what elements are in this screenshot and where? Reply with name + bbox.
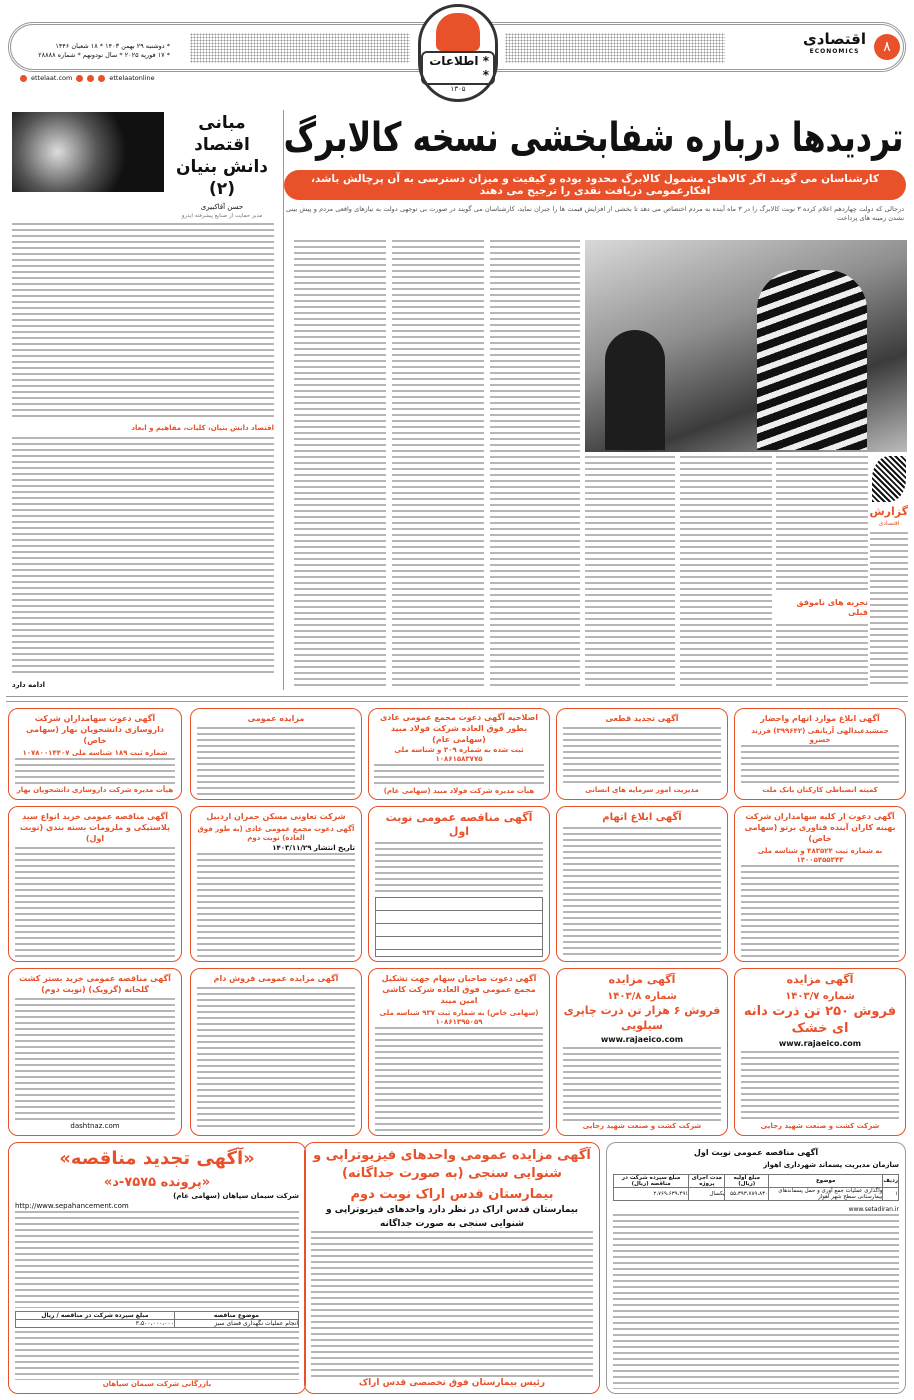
side-article-title: مبانی اقتصاد دانش بنیان (۲) [175, 113, 269, 199]
ad-bank-mellat: آگهی ابلاغ موارد اتهام واحضار جمشیدعبدالهی آریانفی (۳۹۹۶۴۲) فرزند خسرو کمیته انضباطی کارکنان بانک ملت [734, 708, 906, 800]
main-headline: تردیدها درباره شفابخشی نسخه کالابرگ [284, 115, 904, 161]
article-column [776, 624, 868, 688]
logo-figure-icon [436, 13, 480, 51]
article-column [870, 532, 908, 688]
photo-person [757, 270, 867, 450]
side-article-title-block [170, 112, 274, 219]
continued-note: ادامه دارد [12, 681, 46, 689]
report-kicker: گزارش [869, 505, 908, 518]
ad-greenhouse-tender: آگهی مناقصه عمومی خرید بستر کشت گلخانه (گرویک) (نوبت دوم) dashtnaz.com [8, 968, 182, 1136]
ad-public-auction: مزایده عمومی [190, 708, 362, 800]
ad-accusation-notice: آگهی ابلاغ اتهام [556, 806, 728, 962]
social-handle[interactable]: ettelaatonline [109, 74, 155, 82]
article-column [680, 456, 772, 688]
ad-livestock-auction: آگهی مزایده عمومی فروش دام [190, 968, 362, 1136]
side-article-subheading: اقتصاد دانش بنیان، کلیات، مفاهیم و ابعاد [131, 424, 274, 432]
article-photo [585, 240, 907, 452]
sepahan-tender-table: موضوع مناقصه مبلغ سپرده شرکت در مناقصه / ریال انجام عملیات نگهداری فضای سبز ۳،۵۰۰،۰۰۰،۰۰۰ [15, 1311, 299, 1328]
side-article-body [12, 223, 274, 419]
photo-person [605, 330, 665, 450]
ad-shareholders-berto: آگهی دعوت از کلیه سهامداران شرکت بهینه کاران آینده فناوری برتو (سهامی خاص) به شماره ثبت ۴۸۳۵۲۴ و شناسه ملی ۱۴۰۰۵۴۵۵۳۴۳ [734, 806, 906, 962]
ad-foolad-meybod: اصلاحیه آگهی دعوت مجمع عمومی عادی بطور فوق العاده شرکت فولاد مبید (سهامی عام) ثبت شده به شماره ۳۰۹ و شناسه ملی ۱۰۸۶۱۵۸۳۷۷۵ هیأت مدیره شرکت فولاد مبید (سهامی عام) [368, 708, 550, 800]
instagram-icon [98, 75, 105, 82]
article-subheading: تجربه های ناموفق قبلی [796, 598, 868, 617]
tender-table [375, 897, 543, 957]
article-column [490, 240, 580, 688]
social-links [20, 74, 155, 82]
newspaper-logo [418, 4, 498, 102]
masthead-pattern [505, 33, 725, 63]
report-kicker-sub: اقتصادی [878, 520, 900, 527]
website-link[interactable]: ettelaat.com [31, 74, 73, 82]
ad-sepahan-cement: «آگهی تجدید مناقصه» «پرونده ۷۵۷۵-د» شرکت سیمان سپاهان (سهامی عام) http://www.sepahancement.com موضوع مناقصه مبلغ سپرده شرکت در مناقصه / ریال انجام عملیات نگهداری فضای سبز ۳،۵۰۰،۰۰۰،۰۰۰ بازرگانی شرکت سیمان سپاهان [8, 1142, 306, 1394]
side-article-author: حسن آقاکبیری [200, 203, 244, 211]
ad-auction-corn-dry: آگهی مزایده شماره ۱۴۰۳/۷ فروش ۲۵۰ تن ذرت دانه ای خشک www.rajaeico.com شرکت کشت و صنعت شهید رجایی [734, 968, 906, 1136]
article-column [776, 456, 868, 592]
web-icon [20, 75, 27, 82]
ad-jamran-cooperative: شرکت تعاونی مسکن جمران اردبیل آگهی دعوت مجمع عمومی عادی (به طور فوق العاده) نوبت دوم تاریخ انتشار ۱۴۰۳/۱۱/۲۹ [190, 806, 362, 962]
dashtnaz-link[interactable]: dashtnaz.com [70, 1122, 120, 1130]
logo-name: * اطلاعات * [421, 51, 495, 85]
report-leaf-icon [872, 456, 906, 502]
ahvaz-tender-table: ردیف موضوع مبلغ اولیه (ریال) مدت اجرای پروژه مبلغ سپرده شرکت در مناقصه (ریال) ۱ واگذاری عملیات جمع آوری و حمل پسماندهای بیمارستانی سطح شهر اهواز ۵۵،۳۹۳،۷۸۹،۸۳۰ یکسال ۲،۷۶۹،۶۳۹،۴۹۱ [613, 1174, 899, 1201]
telegram-icon [76, 75, 83, 82]
ad-ahvaz-waste-tender: آگهی مناقصه عمومی نوبت اول سازمان مدیریت پسماند شهرداری اهواز ردیف موضوع مبلغ اولیه (ریال) مدت اجرای پروژه مبلغ سپرده شرکت در مناقصه (ریال) ۱ واگذاری عملیات جمع آوری و حمل پسماندهای بیمارستانی سطح شهر اهواز ۵۵،۳۹۳،۷۸۹،۸۳۰ یکسال ۲،۷۶۹،۶۳۹،۴۹۱ www.setadiran.ir [606, 1142, 906, 1394]
ad-kashi-amin: آگهی دعوت صاحبان سهام جهت تشکیل مجمع عمومی فوق العاده شرکت کاشی امین میبد (سهامی خاص) به شماره ثبت ۹۳۷ شناسه ملی ۱۰۸۶۱۳۹۵۰۵۹ [368, 968, 550, 1136]
main-lead: درحالی که دولت چهاردهم اعلام کرده ۳ نوبت کالابرگ را در ۳ ماه آینده به مردم اختصاص می دهد تا بخشی از افزایش قیمت ها را جبران نماید، کارشناسان می گویند در صورت بی توجهی دولت به نیازهای واقعی مردم و پیش بینی نشدن زمینه های پرداخت [286, 205, 904, 222]
section-divider [6, 696, 908, 702]
ad-foolad-meybod-footer: هیأت مدیره شرکت فولاد مبید (سهامی عام) [383, 787, 535, 795]
ad-auction-corn-silage: آگهی مزایده شماره ۱۴۰۳/۸ فروش ۶ هزار تن ذرت چاپری سیلویی www.rajaeico.com شرکت کشت و صنعت شهید رجایی [556, 968, 728, 1136]
main-headline-wrap [284, 110, 904, 166]
side-article-role: مدیر حمایت از صنایع پیشرفته ایدرو [181, 213, 263, 219]
article-column [585, 456, 675, 688]
column-divider [283, 110, 284, 690]
setadiran-link[interactable]: www.setadiran.ir [848, 1206, 899, 1213]
ad-arak-hospital: آگهی مزایده عمومی واحدهای فیزیوتراپی و شنوایی سنجی (به صورت جداگانه) بیمارستان قدس اراک نوبت دوم بیمارستان قدس اراک در نظر دارد واحدهای فیزیوتراپی و شنوایی سنجی به صورت جداگانه رئیس بیمارستان فوق تخصصی قدس اراک [304, 1142, 600, 1394]
issue-date: * دوشنبه ۲۹ بهمن ۱۴۰۳ * ۱۸ شعبان ۱۴۴۶ * ۱۷ فوریه ۲۰۲۵ * سال نودونهم * شماره ۲۸۸۸۸ [38, 42, 170, 59]
side-article-header [12, 112, 274, 219]
ad-final-verdict: آگهی تجدید قطعی مدیریت امور سرمایه های انسانی [556, 708, 728, 800]
side-article-image [12, 112, 164, 192]
main-subhead: کارشناسان می گویند اگر کالاهای مشمول کالابرگ محدود بوده و کیفیت و میزان دسترسی به آن پرچالش باشد، افکارعمومی دریافت نقدی را ترجیح می دهند [284, 170, 906, 200]
article-column [392, 240, 484, 688]
masthead-pattern [190, 33, 410, 63]
ad-plastic-baskets: آگهی مناقصه عمومی خرید انواع سبد پلاستیکی و ملزومات بسته بندی (نوبت اول) [8, 806, 182, 962]
logo-year: ۱۳۰۵ [450, 85, 466, 93]
page-number: ۸ [874, 34, 900, 60]
ad-tender-first: آگهی مناقصه عمومی نوبت اول [368, 806, 550, 962]
side-article-body [12, 437, 274, 676]
ad-shareholders-bahar: آگهی دعوت سهامداران شرکت داروسازی دانشجویان بهار (سهامی خاص) شماره ثبت ۱۸۹ شناسه ملی ۱۰۷۸۰۰۱۴۴۰۷ هیأت مدیره شرکت داروسازی دانشجویان بهار [8, 708, 182, 800]
section-label: اقتصادی ECONOMICS [803, 30, 866, 55]
twitter-icon [87, 75, 94, 82]
article-column [294, 240, 386, 688]
side-article [12, 112, 274, 690]
sepahan-link[interactable]: http://www.sepahancement.com [15, 1202, 129, 1210]
